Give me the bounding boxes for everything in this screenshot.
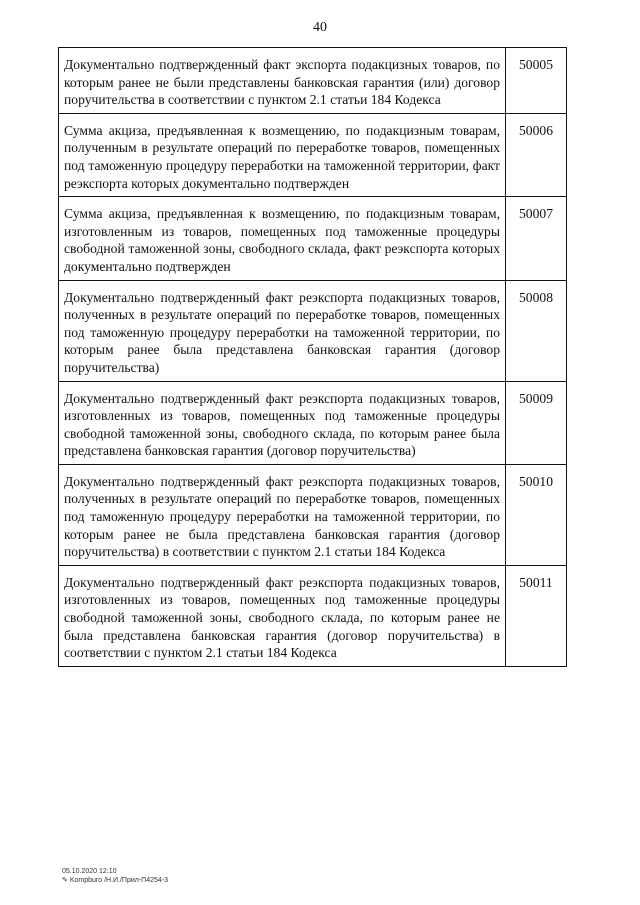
table-row [59, 464, 567, 565]
table-row [59, 48, 567, 114]
footer-reference-line [62, 876, 168, 885]
table-row [59, 197, 567, 280]
table-row [59, 565, 567, 666]
row-code: 50005 [506, 48, 567, 114]
row-description: Сумма акциза, предъявленная к возмещению, по подакцизным товарам, полученным в результате операций по переработке товаров, помещенных под таможенную процедуру переработки на таможенной территории, факт реэкспорта которых документально подтвержден [59, 113, 506, 196]
table-row [59, 113, 567, 196]
row-description: Документально подтвержденный факт реэкспорта подакцизных товаров, изготовленных из товаров, помещенных под таможенные процедуры свободной таможенной зоны, свободного склада, по которым ранее не была представлена банковская гарантия (договор поручительства) в соответствии с пунктом 2.1 статьи 184 Кодекса [59, 565, 506, 666]
row-description: Документально подтвержденный факт реэкспорта подакцизных товаров, полученных в результате операций по переработке товаров, помещенных под таможенную процедуру переработки на таможенной территории, по которым ранее была представлена банковская гарантия (договор поручительства) [59, 280, 506, 381]
table-row [59, 381, 567, 464]
row-description: Документально подтвержденный факт реэкспорта подакцизных товаров, изготовленных из товаров, помещенных под таможенные процедуры свободной таможенной зоны, свободного склада, по которым ранее была представлена банковская гарантия (договор поручительства) [59, 381, 506, 464]
document-footer [62, 867, 168, 885]
row-code: 50007 [506, 197, 567, 280]
row-code: 50006 [506, 113, 567, 196]
signature-icon: ✎ [62, 877, 68, 884]
row-description: Документально подтвержденный факт реэкспорта подакцизных товаров, полученных в результате операций по переработке товаров, помещенных под таможенную процедуру переработки на таможенной территории, по которым ранее не была представлена банковская гарантия (договор поручительства) в соответствии с пунктом 2.1 статьи 184 Кодекса [59, 464, 506, 565]
row-description: Сумма акциза, предъявленная к возмещению, по подакцизным товарам, изготовленным из товаров, помещенных под таможенные процедуры свободной таможенной зоны, свободного склада, факт реэкспорта которых документально подтвержден [59, 197, 506, 280]
row-description: Документально подтвержденный факт экспорта подакцизных товаров, по которым ранее не были представлены банковская гарантия (или) договор поручительства в соответствии с пунктом 2.1 статьи 184 Кодекса [59, 48, 506, 114]
table-row [59, 280, 567, 381]
row-code: 50008 [506, 280, 567, 381]
footer-date: 05.10.2020 12:10 [62, 868, 117, 875]
codes-table [58, 47, 567, 667]
row-code: 50011 [506, 565, 567, 666]
row-code: 50010 [506, 464, 567, 565]
page-number: 40 [313, 20, 327, 35]
footer-reference: Kompburo /Н.И./Прил-П4254-3 [69, 877, 169, 884]
row-code: 50009 [506, 381, 567, 464]
